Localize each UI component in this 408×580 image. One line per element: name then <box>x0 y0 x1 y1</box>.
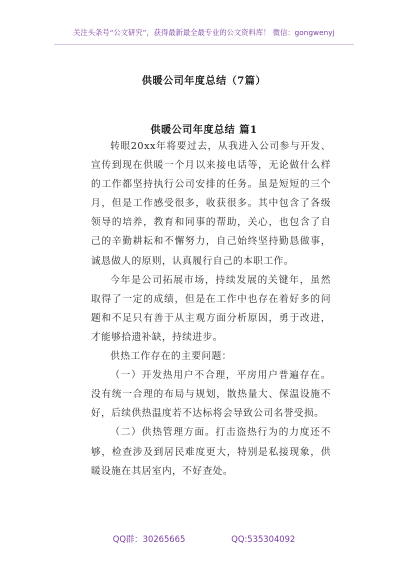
paragraph: （二）供热管理方面。打击盗热行为的力度还不够，检查涉及到居民难度更大，特别是私接现象，供暖设施在其居室内，不好查处。 <box>91 427 331 477</box>
paragraph: 供热工作存在的主要问题： <box>110 351 232 363</box>
document-body <box>91 137 331 481</box>
document-title: 供暖公司年度总结（7篇） <box>141 76 267 87</box>
header-note: 关注头条号“公文研究”，获得最新最全最专业的公文资料库！ 微信：gongwenyj <box>73 28 335 37</box>
footer-contact <box>0 533 408 545</box>
paragraph: 转眼20xx年将要过去，从我进入公司参与开发、宣传到现在供暖一个月以来接电话等，无论做什么样的工作都坚持执行公司安排的任务。虽是短短的三个月，但是工作感受很多，收获很多。其中包含了各级领导的培养，教育和同事的帮助，关心，也包含了自己的辛勤耕耘和不懈努力，自己始终坚持勤恳做事，诚恳做人的原则，认真履行自己的本职工作。 <box>91 141 331 267</box>
paragraph: （一）开发热用户不合理，平房用户普遍存在。没有统一合理的布局与规划，散热量大、保温设施不好，后续供热温度若不达标将会导致公司名誉受损。 <box>91 370 331 420</box>
footer-qq: QQ:535304092 <box>231 534 296 544</box>
footer-qq-group: QQ群：30265665 <box>112 534 186 544</box>
header-divider <box>54 44 354 45</box>
section-title: 供暖公司年度总结 篇1 <box>150 125 258 136</box>
paragraph: 今年是公司拓展市场，持续发展的关键年，虽然取得了一定的成绩，但是在工作中也存在着好多的问题和不足只有善于从主观方面分析原因，勇于改进，才能够拾遗补缺，持续进步。 <box>91 274 331 343</box>
